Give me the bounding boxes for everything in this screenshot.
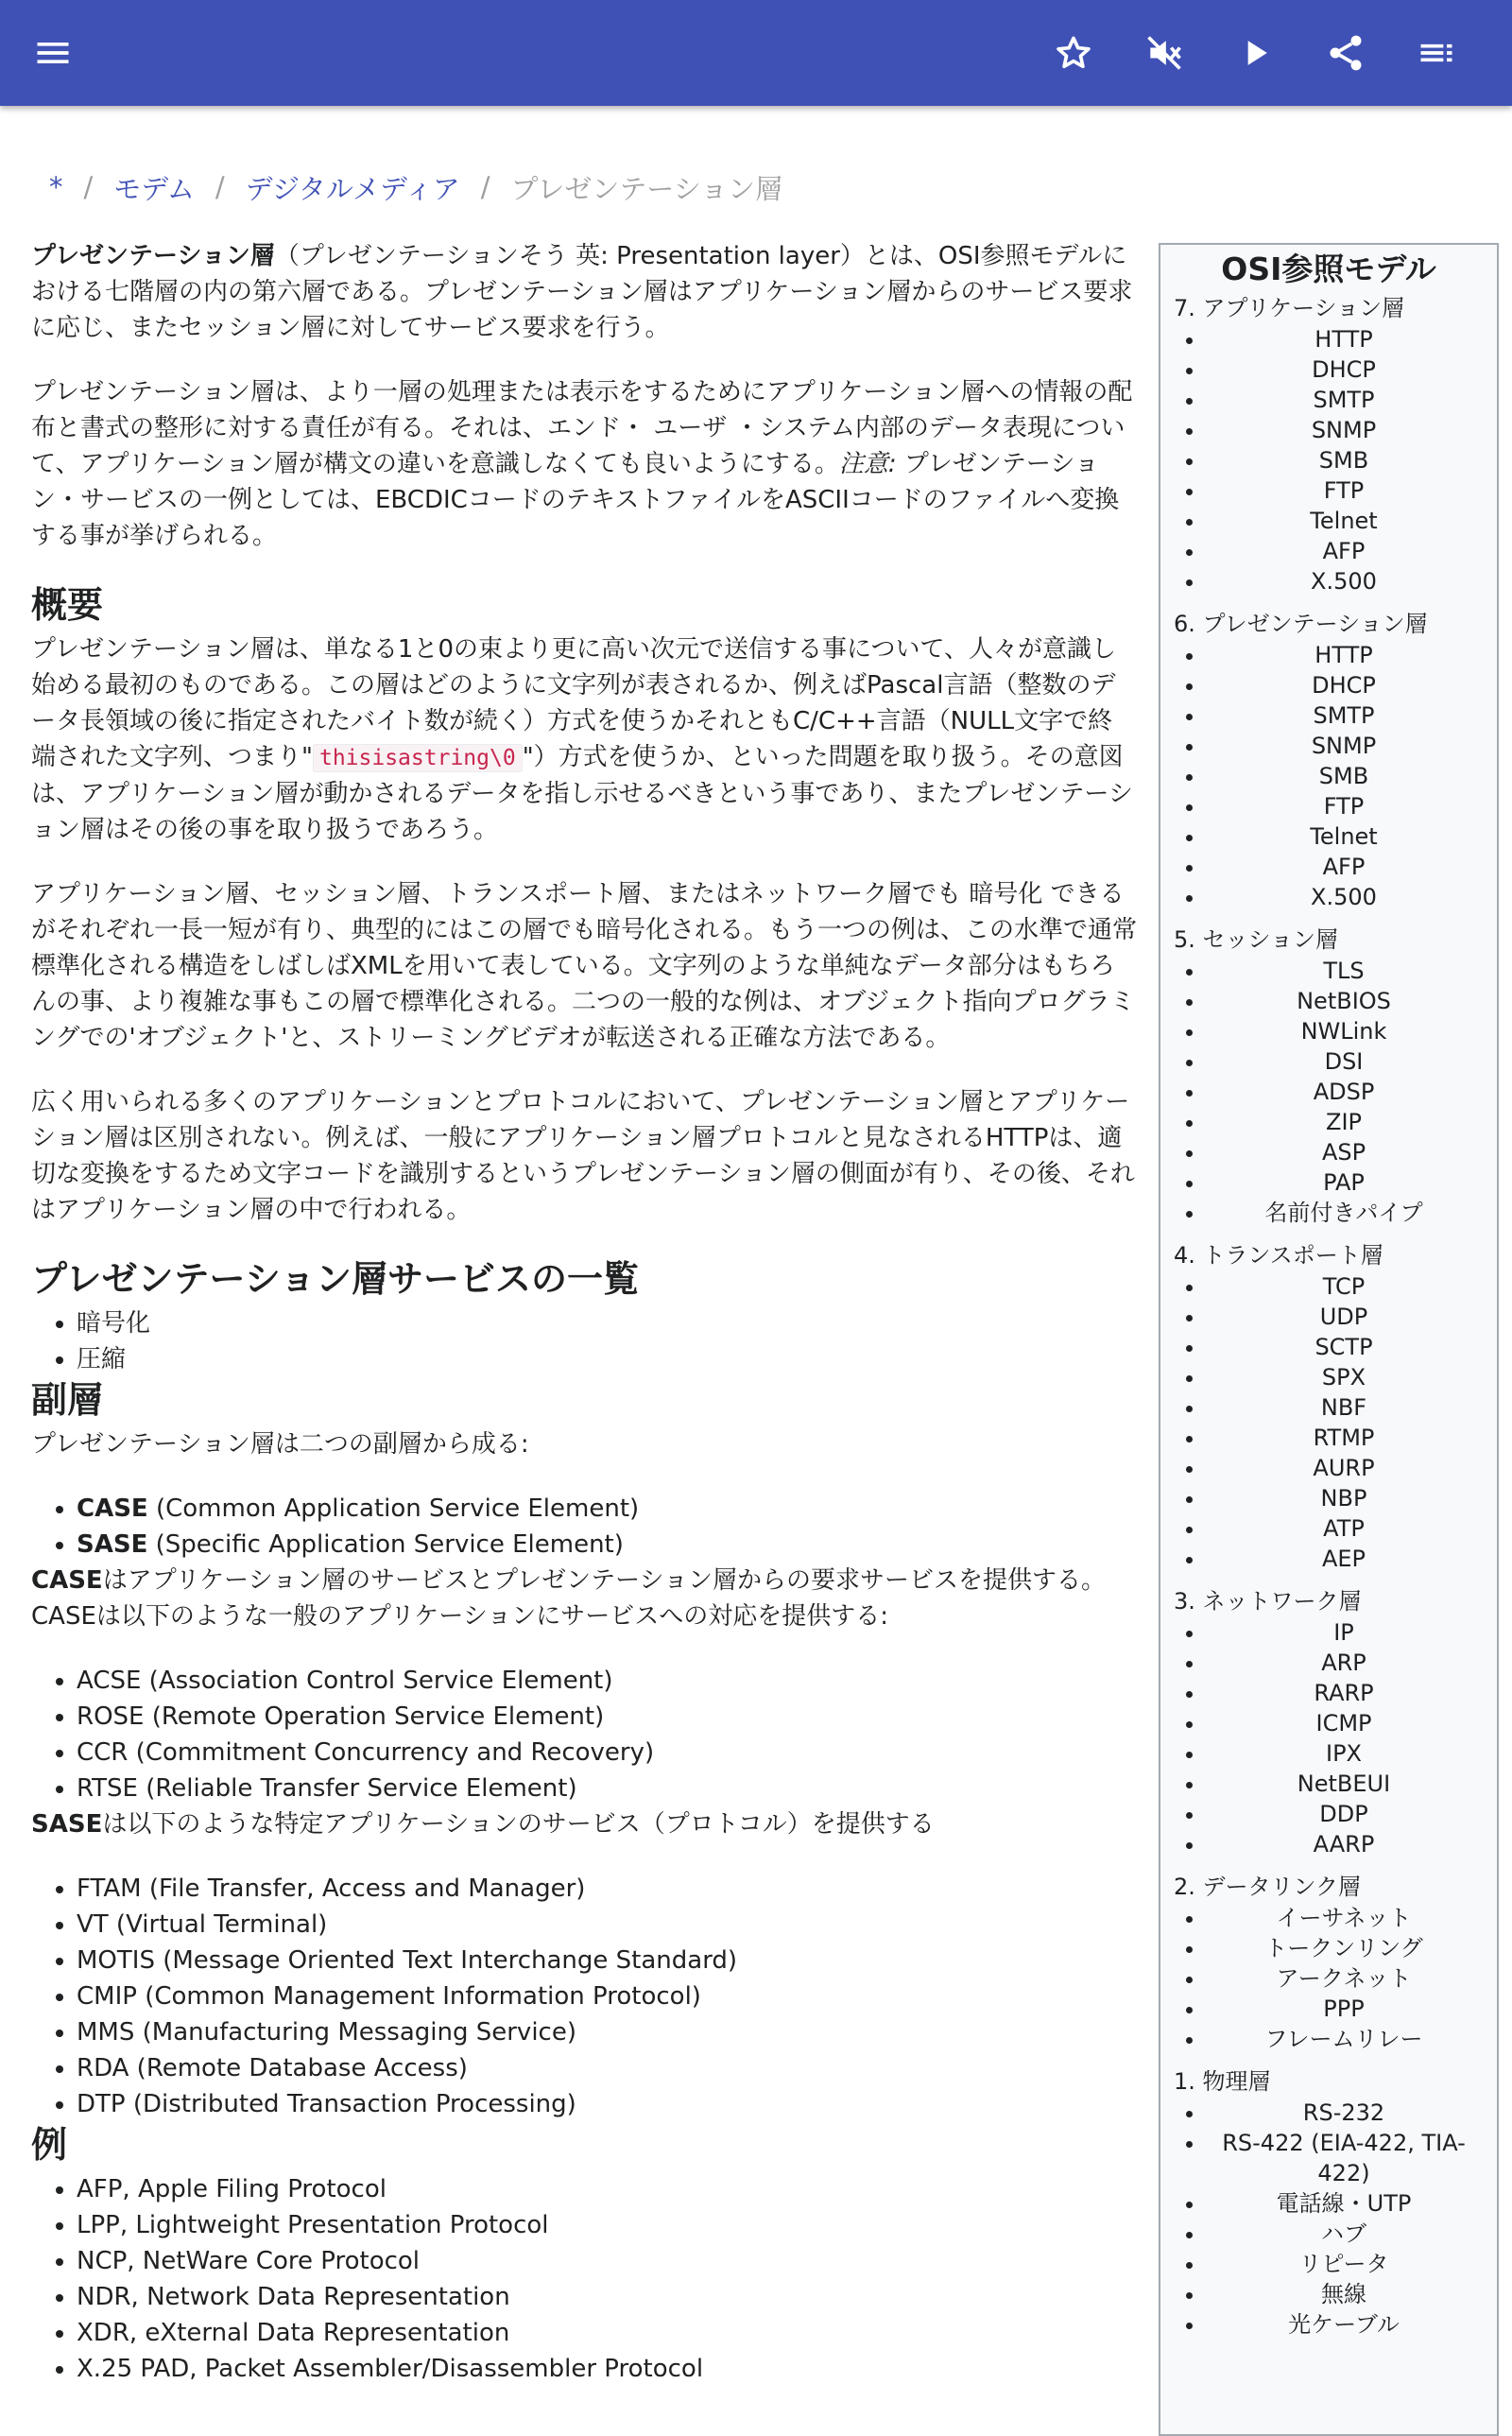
infobox-protocol-item[interactable]: • SMB bbox=[1206, 445, 1497, 475]
intro-paragraph-2 bbox=[31, 374, 1137, 554]
toc-icon[interactable] bbox=[1408, 25, 1465, 81]
infobox-protocol-item[interactable]: • NetBIOS bbox=[1206, 986, 1497, 1016]
infobox-protocol-list bbox=[1174, 1903, 1497, 2054]
infobox-protocol-item[interactable]: • HTTP bbox=[1206, 640, 1497, 670]
infobox-protocol-item[interactable]: • 電話線・UTP bbox=[1206, 2188, 1497, 2219]
case-text: はアプリケーション層のサービスとプレゼンテーション層からの要求サービスを提供する。 bbox=[102, 1566, 1107, 1595]
list-item: • RDA (Remote Database Access) bbox=[77, 2050, 1137, 2086]
infobox-protocol-item[interactable]: • ZIP bbox=[1206, 1107, 1497, 1137]
infobox-protocol-item[interactable]: • NBP bbox=[1206, 1483, 1497, 1513]
infobox-protocol-item[interactable]: • ATP bbox=[1206, 1513, 1497, 1544]
infobox-protocol-item[interactable]: • TCP bbox=[1206, 1271, 1497, 1302]
list-item: • XDR, eXternal Data Representation bbox=[77, 2315, 1137, 2351]
infobox-protocol-item[interactable]: • RS-422 (EIA-422, TIA-422) bbox=[1206, 2128, 1497, 2188]
star-icon[interactable] bbox=[1045, 25, 1102, 81]
infobox-protocol-item[interactable]: • フレームリレー bbox=[1206, 2024, 1497, 2054]
infobox-protocol-list bbox=[1174, 324, 1497, 596]
list-item: • LPP, Lightweight Presentation Protocol bbox=[77, 2207, 1137, 2243]
sase-list bbox=[31, 1871, 1137, 2122]
infobox-protocol-item[interactable]: • RTMP bbox=[1206, 1423, 1497, 1453]
list-item: • ACSE (Association Control Service Element) bbox=[77, 1663, 1137, 1699]
infobox-protocol-item[interactable]: • 名前付きパイプ bbox=[1206, 1198, 1497, 1228]
infobox-protocol-item[interactable]: • NBF bbox=[1206, 1392, 1497, 1423]
sublayer-intro: プレゼンテーション層は二つの副層から成る: bbox=[31, 1430, 529, 1459]
infobox-protocol-item[interactable]: • AARP bbox=[1206, 1829, 1497, 1859]
infobox-protocol-item[interactable]: • TLS bbox=[1206, 956, 1497, 986]
infobox-protocol-item[interactable]: • IPX bbox=[1206, 1738, 1497, 1769]
infobox-protocol-item[interactable]: • AFP bbox=[1206, 852, 1497, 882]
list-item: • X.25 PAD, Packet Assembler/Disassembler Protocol bbox=[77, 2351, 1137, 2387]
overview-paragraph-3: 広く用いられる多くのアプリケーションとプロトコルにおいて、プレゼンテーション層とアプリケーション層は区別されない。例えば、一般にアプリケーション層プロトコルと見なされるHTTPは、適切な変換をするため文字コードを識別するというプレゼンテーション層の側面が有り、その後、それはアプリケーション層の中で行われる。 bbox=[31, 1088, 1135, 1224]
code-string: thisisastring\0 bbox=[313, 744, 523, 772]
infobox-layer-name: 4. トランスポート層 bbox=[1174, 1242, 1383, 1269]
infobox-protocol-item[interactable]: • FTP bbox=[1206, 791, 1497, 821]
infobox-layer bbox=[1160, 608, 1497, 912]
infobox-protocol-item[interactable]: • DDP bbox=[1206, 1799, 1497, 1829]
breadcrumb-current: プレゼンテーション層 bbox=[510, 172, 783, 205]
share-icon[interactable] bbox=[1317, 25, 1374, 81]
heading-overview: 概要 bbox=[31, 584, 104, 626]
infobox-protocol-item[interactable]: • ARP bbox=[1206, 1648, 1497, 1678]
infobox-layer bbox=[1160, 1871, 1497, 2054]
infobox-protocol-item[interactable]: • Telnet bbox=[1206, 821, 1497, 852]
list-item: • RTSE (Reliable Transfer Service Element) bbox=[77, 1771, 1137, 1806]
infobox-layer-name: 2. データリンク層 bbox=[1174, 1874, 1362, 1900]
infobox-protocol-list bbox=[1174, 1271, 1497, 1574]
heading-examples: 例 bbox=[31, 2124, 68, 2166]
article-body bbox=[31, 238, 1137, 2387]
case-list bbox=[31, 1663, 1137, 1806]
infobox-protocol-item[interactable]: • DHCP bbox=[1206, 670, 1497, 700]
infobox-protocol-item[interactable]: • DHCP bbox=[1206, 354, 1497, 385]
breadcrumb-item-root[interactable]: * bbox=[49, 171, 63, 203]
overview-paragraph-2: アプリケーション層、セッション層、トランスポート層、またはネットワーク層でも 暗号化 できるがそれぞれ一長一短が有り、典型的にはこの層でも暗号化される。もう一つの例は、この水準で通常標準化される構造をしばしばXMLを用いて表している。文字列のような単純なデータ部分はもちろんの事、より複雑な事もこの層で標準化される。二つの一般的な例は、オブジェクト指向プログラミングでの'オブジェクト'と、ストリーミングビデオが転送される正確な方法である。 bbox=[31, 880, 1138, 1052]
list-item bbox=[77, 1491, 1137, 1527]
infobox-protocol-item[interactable]: • SPX bbox=[1206, 1362, 1497, 1392]
case-description bbox=[31, 1563, 1137, 1598]
osi-infobox bbox=[1159, 243, 1499, 2436]
list-item: • CMIP (Common Management Information Protocol) bbox=[77, 1978, 1137, 2014]
breadcrumb-separator: / bbox=[215, 171, 225, 203]
list-item: • NDR, Network Data Representation bbox=[77, 2279, 1137, 2315]
note-label: 注意: bbox=[838, 450, 897, 478]
infobox-protocol-item[interactable]: • X.500 bbox=[1206, 882, 1497, 912]
list-item: • MOTIS (Message Oriented Text Interchange Standard) bbox=[77, 1943, 1137, 1978]
list-item: • 圧縮 bbox=[77, 1341, 1137, 1377]
infobox-protocol-item[interactable]: • NetBEUI bbox=[1206, 1769, 1497, 1799]
infobox-layer-name: 6. プレゼンテーション層 bbox=[1174, 611, 1428, 637]
overview-paragraph-1 bbox=[31, 631, 1137, 848]
list-item: • 暗号化 bbox=[77, 1305, 1137, 1341]
services-list bbox=[31, 1305, 1137, 1377]
infobox-protocol-item[interactable]: • AEP bbox=[1206, 1544, 1497, 1574]
breadcrumb bbox=[49, 161, 782, 214]
sublayer-list bbox=[31, 1491, 1137, 1563]
infobox-layer bbox=[1160, 1585, 1497, 1859]
infobox-protocol-item[interactable]: • IP bbox=[1206, 1617, 1497, 1648]
app-bar bbox=[0, 0, 1512, 106]
case-term: CASE bbox=[31, 1566, 103, 1595]
infobox-layer-name: 1. 物理層 bbox=[1174, 2068, 1271, 2095]
sublayer-name: CASE bbox=[77, 1494, 148, 1523]
infobox-layer bbox=[1160, 1239, 1497, 1574]
infobox-protocol-item[interactable]: • SMB bbox=[1206, 761, 1497, 791]
list-item: • NCP, NetWare Core Protocol bbox=[77, 2243, 1137, 2279]
infobox-protocol-list bbox=[1174, 2098, 1497, 2340]
mute-icon[interactable] bbox=[1136, 25, 1193, 81]
infobox-title: OSI参照モデル bbox=[1221, 251, 1436, 287]
infobox-layer bbox=[1160, 924, 1497, 1228]
examples-list bbox=[31, 2171, 1137, 2387]
breadcrumb-item-modem[interactable]: モデム bbox=[113, 172, 195, 205]
infobox-protocol-item[interactable]: • SMTP bbox=[1206, 385, 1497, 415]
sase-term: SASE bbox=[31, 1810, 103, 1839]
heading-services: プレゼンテーション層サービスの一覧 bbox=[31, 1258, 639, 1300]
article-term: プレゼンテーション層 bbox=[31, 242, 275, 270]
intro2-text: プレゼンテーション層は、より一層の処理または表示をするためにアプリケーション層への情報の配布と書式の整形に対する責任が有る。それは、エンド・ ユーザ ・システム内部のデータ表現について、アプリケーション層が構文の違いを意識しなくても良いようにする。 bbox=[31, 378, 1133, 478]
infobox-protocol-item[interactable]: • アークネット bbox=[1206, 1963, 1497, 1994]
infobox-protocol-item[interactable]: • DSI bbox=[1206, 1046, 1497, 1077]
infobox-protocol-item[interactable]: • イーサネット bbox=[1206, 1903, 1497, 1933]
infobox-protocol-item[interactable]: • ASP bbox=[1206, 1137, 1497, 1167]
sublayer-desc: (Common Application Service Element) bbox=[147, 1494, 640, 1523]
heading-sublayer: 副層 bbox=[31, 1379, 104, 1421]
infobox-protocol-item[interactable]: • ICMP bbox=[1206, 1708, 1497, 1738]
list-item: • MMS (Manufacturing Messaging Service) bbox=[77, 2014, 1137, 2050]
infobox-protocol-item[interactable]: • PAP bbox=[1206, 1167, 1497, 1198]
infobox-layer bbox=[1160, 292, 1497, 596]
infobox-protocol-item[interactable]: • X.500 bbox=[1206, 566, 1497, 596]
list-item bbox=[77, 1527, 1137, 1563]
breadcrumb-separator: / bbox=[83, 171, 94, 203]
list-item: • DTP (Distributed Transaction Processing) bbox=[77, 2086, 1137, 2122]
menu-icon[interactable] bbox=[25, 25, 81, 81]
infobox-layer-name: 3. ネットワーク層 bbox=[1174, 1588, 1362, 1615]
infobox-protocol-item[interactable]: • RS-232 bbox=[1206, 2098, 1497, 2128]
infobox-layer bbox=[1160, 2065, 1497, 2340]
infobox-protocol-item[interactable]: • SMTP bbox=[1206, 700, 1497, 731]
infobox-protocol-item[interactable]: • FTP bbox=[1206, 475, 1497, 506]
infobox-protocol-item[interactable]: • UDP bbox=[1206, 1302, 1497, 1332]
infobox-protocol-item[interactable]: • 光ケーブル bbox=[1206, 2309, 1497, 2340]
infobox-layer-name: 7. アプリケーション層 bbox=[1174, 295, 1405, 321]
overview1-text: プレゼンテーション層は、単なる1と0の束より更に高い次元で送信する事について、人々が意識し始める最初のものである。この層はどのように文字列が表されるか、例えばPascal言語（整数のデータ長領域の後に指定されたバイト数が続く）方式を使うかそれともC/C++言語（NULL文字で終端された文字列、つまり" bbox=[31, 635, 1116, 771]
infobox-protocol-item[interactable]: • HTTP bbox=[1206, 324, 1497, 354]
list-item: • ROSE (Remote Operation Service Element) bbox=[77, 1699, 1137, 1735]
sublayer-name: SASE bbox=[77, 1530, 148, 1559]
breadcrumb-item-digital-media[interactable]: デジタルメディア bbox=[245, 172, 460, 205]
intro-paragraph bbox=[31, 238, 1137, 346]
sase-text: は以下のような特定アプリケーションのサービス（プロトコル）を提供する bbox=[102, 1810, 935, 1839]
intro-text: （プレゼンテーションそう 英: Presentation layer）とは、OSI参照モデルにおける七階層の内の第六層である。プレゼンテーション層はアプリケーション層からのサービス要求に応じ、またセッション層に対してサービス要求を行う。 bbox=[31, 242, 1133, 342]
list-item: • CCR (Commitment Concurrency and Recovery) bbox=[77, 1735, 1137, 1771]
infobox-layer-name: 5. セッション層 bbox=[1174, 926, 1339, 953]
infobox-protocol-item[interactable]: • トークンリング bbox=[1206, 1933, 1497, 1963]
infobox-protocol-item[interactable]: • リピータ bbox=[1206, 2249, 1497, 2279]
sase-description bbox=[31, 1806, 1137, 1842]
list-item: • AFP, Apple Filing Protocol bbox=[77, 2171, 1137, 2207]
infobox-protocol-item[interactable]: • ADSP bbox=[1206, 1077, 1497, 1107]
infobox-protocol-item[interactable]: • RARP bbox=[1206, 1678, 1497, 1708]
infobox-protocol-item[interactable]: • Telnet bbox=[1206, 506, 1497, 536]
infobox-protocol-item[interactable]: • 無線 bbox=[1206, 2279, 1497, 2309]
infobox-protocol-list bbox=[1174, 640, 1497, 912]
infobox-protocol-item[interactable]: • ハブ bbox=[1206, 2219, 1497, 2249]
infobox-protocol-item[interactable]: • PPP bbox=[1206, 1994, 1497, 2024]
infobox-protocol-item[interactable]: • SCTP bbox=[1206, 1332, 1497, 1362]
case-intro: CASEは以下のような一般のアプリケーションにサービスへの対応を提供する: bbox=[31, 1602, 889, 1631]
infobox-protocol-item[interactable]: • AFP bbox=[1206, 536, 1497, 566]
infobox-layers bbox=[1160, 292, 1497, 2340]
infobox-protocol-item[interactable]: • SNMP bbox=[1206, 415, 1497, 445]
list-item: • FTAM (File Transfer, Access and Manager) bbox=[77, 1871, 1137, 1907]
infobox-protocol-item[interactable]: • NWLink bbox=[1206, 1016, 1497, 1046]
list-item: • VT (Virtual Terminal) bbox=[77, 1907, 1137, 1943]
infobox-protocol-list bbox=[1174, 956, 1497, 1228]
overview1-text-after: "）方式を使うか、といった問題を取り扱う。その意図は、アプリケーション層が動かされるデータを指し示せるべきという事であり、またプレゼンテーション層はその後の事を取り扱うであろう。 bbox=[31, 743, 1133, 844]
intro2-note-text: プレゼンテーション・サービスの一例としては、EBCDICコードのテキストファイルをASCIIコードのファイルへ変換する事が挙げられる。 bbox=[31, 450, 1120, 550]
infobox-protocol-item[interactable]: • SNMP bbox=[1206, 731, 1497, 761]
breadcrumb-separator: / bbox=[480, 171, 490, 203]
infobox-protocol-list bbox=[1174, 1617, 1497, 1859]
play-icon[interactable] bbox=[1227, 25, 1283, 81]
infobox-protocol-item[interactable]: • AURP bbox=[1206, 1453, 1497, 1483]
sublayer-desc: (Specific Application Service Element) bbox=[147, 1530, 624, 1559]
